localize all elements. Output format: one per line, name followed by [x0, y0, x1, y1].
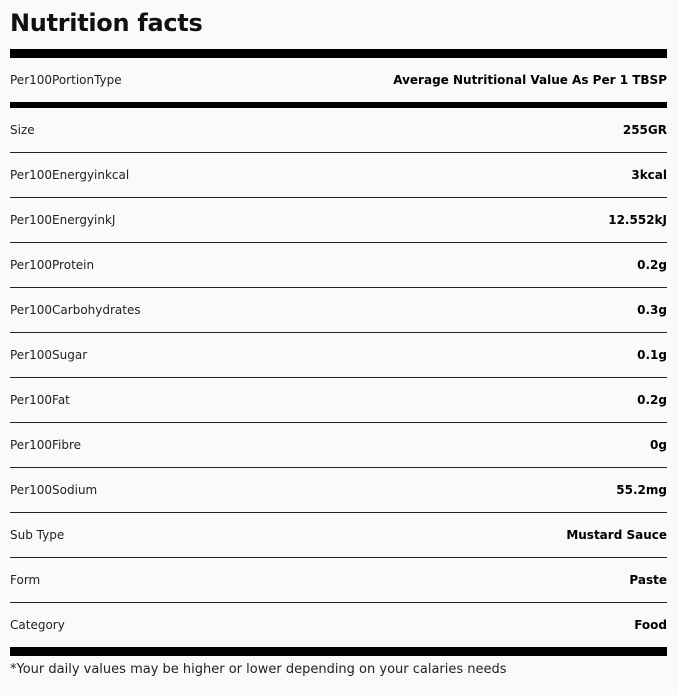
table-row	[10, 198, 667, 243]
row-label: Per100Protein	[10, 258, 95, 272]
row-value: Paste	[629, 573, 667, 587]
footnote: *Your daily values may be higher or lower depending on your calaries needs	[10, 662, 507, 677]
table-row	[10, 468, 667, 513]
portion-type-row	[10, 58, 667, 102]
row-label: Per100Carbohydrates	[10, 303, 141, 317]
row-label: Per100Sodium	[10, 483, 98, 497]
table-row	[10, 513, 667, 558]
row-label: Per100PortionType	[10, 73, 122, 87]
row-label: Per100Fibre	[10, 438, 82, 452]
row-value: Average Nutritional Value As Per 1 TBSP	[393, 73, 667, 87]
table-row	[10, 153, 667, 198]
row-value: 255GR	[622, 123, 667, 137]
row-label: Size	[10, 123, 35, 137]
nutrition-table	[10, 108, 667, 647]
nutrition-facts-panel	[10, 0, 667, 678]
table-row	[10, 378, 667, 423]
divider-thick-bottom	[10, 647, 667, 656]
row-value: 0.3g	[637, 303, 667, 317]
divider-thick-top	[10, 49, 667, 58]
table-row	[10, 288, 667, 333]
row-label: Sub Type	[10, 528, 65, 542]
row-label: Per100Energyinkcal	[10, 168, 130, 182]
row-value: 55.2mg	[616, 483, 667, 497]
row-value: 0.1g	[637, 348, 667, 362]
table-row	[10, 423, 667, 468]
row-label: Per100EnergyinkJ	[10, 213, 116, 227]
row-value: 0.2g	[637, 258, 667, 272]
row-value: 0.2g	[637, 393, 667, 407]
table-row	[10, 558, 667, 603]
row-label: Category	[10, 618, 65, 632]
table-row	[10, 603, 667, 647]
row-value: 3kcal	[631, 168, 667, 182]
row-label: Per100Fat	[10, 393, 70, 407]
row-label: Per100Sugar	[10, 348, 88, 362]
table-row	[10, 243, 667, 288]
page-title: Nutrition facts	[10, 9, 203, 37]
row-value: 0g	[650, 438, 667, 452]
row-value: Food	[634, 618, 667, 632]
row-value: Mustard Sauce	[566, 528, 667, 542]
table-row	[10, 333, 667, 378]
table-row	[10, 108, 667, 153]
row-value: 12.552kJ	[608, 213, 667, 227]
row-label: Form	[10, 573, 41, 587]
